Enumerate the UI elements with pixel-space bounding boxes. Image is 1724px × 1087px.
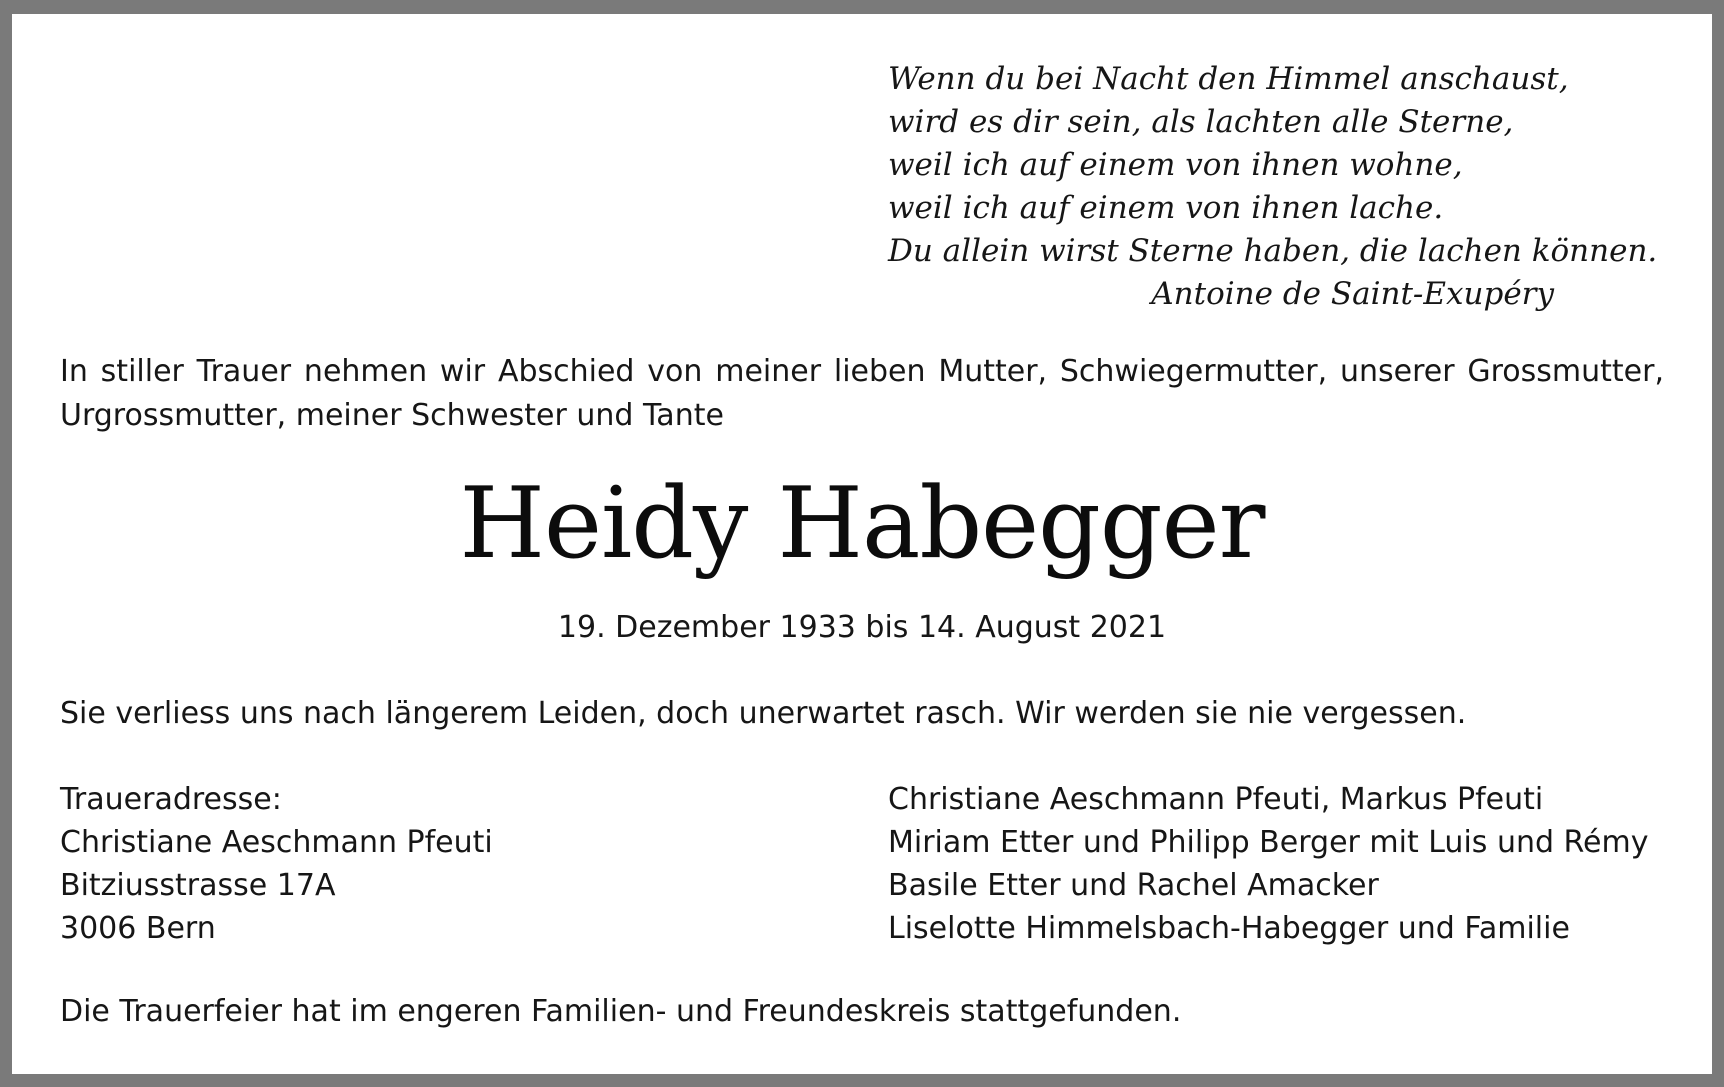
address-street: Bitziusstrasse 17A [60, 868, 336, 903]
address-label: Traueradresse: [60, 782, 282, 817]
family-member: Basile Etter und Rachel Amacker [888, 868, 1379, 903]
address-city: 3006 Bern [60, 911, 216, 946]
poem-line: Du allein wirst Sterne haben, die lachen können. [888, 233, 1658, 269]
obituary-notice [12, 14, 1712, 1074]
poem-line: weil ich auf einem von ihnen wohne, [888, 147, 1463, 183]
address-name: Christiane Aeschmann Pfeuti [60, 825, 493, 860]
poem-line: wird es dir sein, als lachten alle Sterne, [888, 104, 1514, 140]
family-member: Liselotte Himmelsbach-Habegger und Familie [888, 911, 1570, 946]
family-list [888, 778, 1678, 950]
intro-text: In stiller Trauer nehmen wir Abschied von meiner lieben Mutter, Schwiegermutter, unserer Grossmutter, Urgrossmutter, meiner Schwester und Tante [60, 354, 1664, 433]
statement-text: Sie verliess uns nach längerem Leiden, doch unerwartet rasch. Wir werden sie nie vergessen. [60, 696, 1467, 731]
family-member: Christiane Aeschmann Pfeuti, Markus Pfeuti [888, 782, 1544, 817]
mourning-address [60, 778, 760, 950]
poem-author: Antoine de Saint-Exupéry [1151, 276, 1554, 312]
family-member: Miriam Etter und Philipp Berger mit Luis und Rémy [888, 825, 1649, 860]
poem-line: Wenn du bei Nacht den Himmel anschaust, [888, 61, 1569, 97]
deceased-name: Heidy Habegger [459, 467, 1265, 581]
closing-text: Die Trauerfeier hat im engeren Familien- und Freundeskreis stattgefunden. [60, 994, 1182, 1029]
poem-line: weil ich auf einem von ihnen lache. [888, 190, 1444, 226]
poem-quote [888, 58, 1658, 316]
life-dates: 19. Dezember 1933 bis 14. August 2021 [557, 610, 1167, 645]
